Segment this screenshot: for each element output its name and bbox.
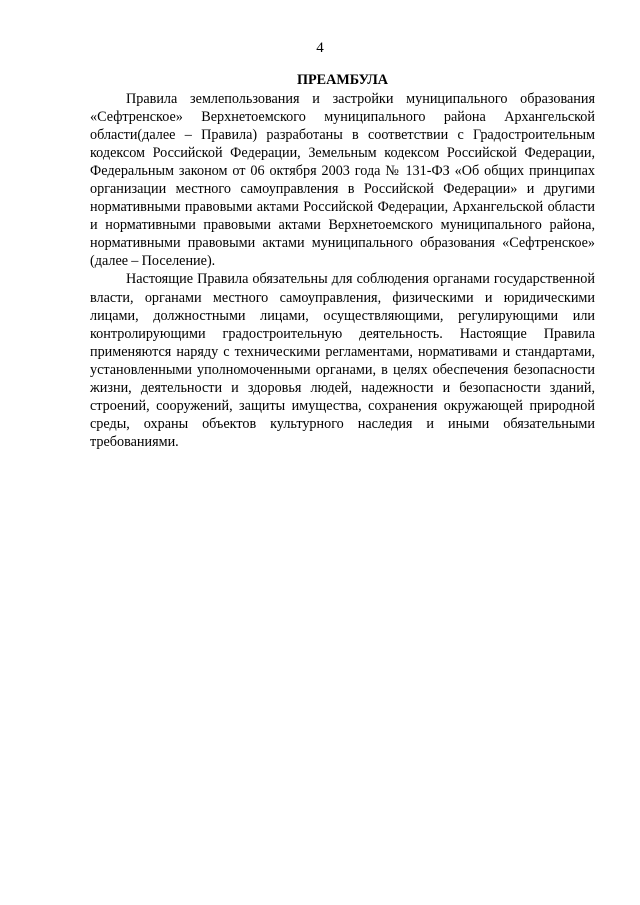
- page-number: 4: [316, 40, 324, 56]
- section-title: ПРЕАМБУЛА: [296, 72, 389, 88]
- preamble-paragraph-1: Правила землепользования и застройки муниципального образования «Сефтренское» Верхнетоемского муниципального района Архангельской области(далее – Правила) разработаны в соответствии с Градостроительным кодексом Российской Федерации, Земельным кодексом Российской Федерации, Федеральным законом от 06 октября 2003 года № 131-ФЗ «Об общих принципах организации местного самоуправления в Российской Федерации» и другими нормативными правовыми актами Российской Федерации, Архангельской области и нормативными правовыми актами Верхнетоемского муниципального района, нормативными правовыми актами муниципального образования «Сефтренское» (далее – Поселение).: [90, 90, 595, 270]
- document-body: [90, 90, 595, 452]
- preamble-paragraph-2: Настоящие Правила обязательны для соблюдения органами государственной власти, органами местного самоуправления, физическими и юридическими лицами, должностными лицами, осуществляющими, регулирующими или контролирующими градостроительную деятельность. Настоящие Правила применяются наряду с техническими регламентами, нормативами и стандартами, установленными уполномоченными органами, в целях обеспечения безопасности жизни, деятельности и здоровья людей, надежности и безопасности зданий, строений, сооружений, защиты имущества, сохранения окружающей природной среды, охраны объектов культурного наследия и иными обязательными требованиями.: [90, 271, 595, 451]
